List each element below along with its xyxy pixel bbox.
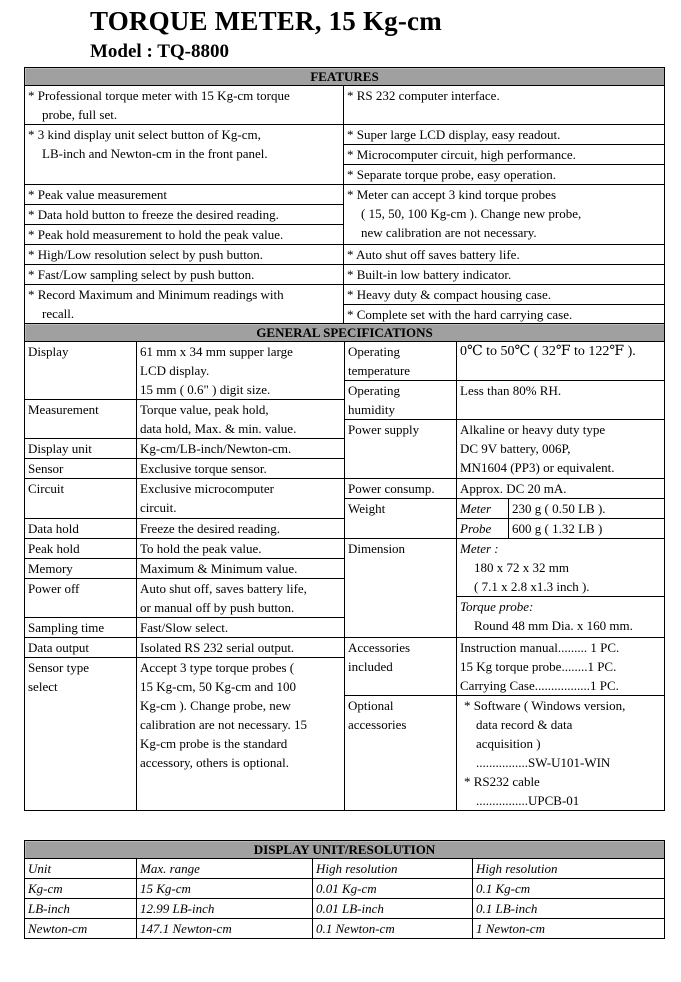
spec-label-measurement: Measurement xyxy=(25,400,137,439)
feature-item: * Separate torque probe, easy operation. xyxy=(344,165,665,185)
spec-label-power-consump: Power consump. xyxy=(345,479,457,499)
table-row xyxy=(25,899,665,919)
cell-high-res-1: 0.1 Newton-cm xyxy=(313,919,473,939)
spec-value-power-off: Auto shut off, saves battery life, or manual off by push button. xyxy=(137,579,345,618)
cell-max-range: 147.1 Newton-cm xyxy=(137,919,313,939)
feature-item: * High/Low resolution select by push button. xyxy=(25,245,344,265)
spec-label-sensor-type: Sensor type select xyxy=(25,658,137,811)
spec-label-display: Display xyxy=(25,342,137,400)
weight-meter-value: 230 g ( 0.50 LB ). xyxy=(509,499,665,519)
feature-item: * Record Maximum and Minimum readings with recall. xyxy=(25,285,344,325)
spec-value-circuit: Exclusive microcomputer circuit. xyxy=(137,479,345,519)
spec-value-optional: * Software ( Windows version, data record & data acquisition ) ................SW-U101-WIN * RS232 cable ................UPCB-01 xyxy=(457,696,665,811)
cell-unit: LB-inch xyxy=(25,899,137,919)
spec-label-sensor: Sensor xyxy=(25,459,137,479)
spec-label-dimension: Dimension xyxy=(345,539,457,638)
page-title: TORQUE METER, 15 Kg-cm xyxy=(90,6,442,36)
spec-label-circuit: Circuit xyxy=(25,479,137,519)
spec-label-accessories: Accessories included xyxy=(345,638,457,696)
cell-high-res-1: 0.01 Kg-cm xyxy=(313,879,473,899)
col-header-max-range: Max. range xyxy=(137,859,313,879)
feature-item: * Auto shut off saves battery life. xyxy=(344,245,665,265)
spec-label-data-hold: Data hold xyxy=(25,519,137,539)
spec-value-sampling-time: Fast/Slow select. xyxy=(137,618,345,638)
feature-item: * Built-in low battery indicator. xyxy=(344,265,665,285)
table-row xyxy=(25,879,665,899)
feature-item: * Peak value measurement xyxy=(25,185,344,205)
spec-label-sampling-time: Sampling time xyxy=(25,618,137,638)
spec-value-sensor-type: Accept 3 type torque probes ( 15 Kg-cm, 50 Kg-cm and 100 Kg-cm ). Change probe, new calibration are not necessary. 15 Kg-cm probe is the standard accessory, others is optional. xyxy=(137,658,345,811)
spec-label-display-unit: Display unit xyxy=(25,439,137,459)
weight-probe-label: Probe xyxy=(457,519,509,539)
spec-value-accessories: Instruction manual......... 1 PC. 15 Kg torque probe........1 PC. Carrying Case.................1 PC. xyxy=(457,638,665,696)
spec-value-data-hold: Freeze the desired reading. xyxy=(137,519,345,539)
cell-high-res-2: 0.1 Kg-cm xyxy=(473,879,665,899)
cell-max-range: 12.99 LB-inch xyxy=(137,899,313,919)
spec-value-power-supply: Alkaline or heavy duty type DC 9V battery, 006P, MN1604 (PP3) or equivalent. xyxy=(457,420,665,479)
spec-value-power-consump: Approx. DC 20 mA. xyxy=(457,479,665,499)
cell-high-res-2: 1 Newton-cm xyxy=(473,919,665,939)
col-header-unit: Unit xyxy=(25,859,137,879)
spec-value-dimension-meter: Meter : 180 x 72 x 32 mm ( 7.1 x 2.8 x1.3 inch ). xyxy=(457,539,665,597)
spec-value-op-temp: 0℃ to 50℃ ( 32℉ to 122℉ ). xyxy=(457,342,665,381)
feature-item: * Meter can accept 3 kind torque probes ( 15, 50, 100 Kg-cm ). Change new probe, new calibration are not necessary. xyxy=(344,185,665,245)
spec-value-op-humidity: Less than 80% RH. xyxy=(457,381,665,420)
spec-label-op-temp: Operating temperature xyxy=(345,342,457,381)
feature-item: * Super large LCD display, easy readout. xyxy=(344,125,665,145)
spec-label-power-off: Power off xyxy=(25,579,137,618)
spec-value-measurement: Torque value, peak hold, data hold, Max. & min. value. xyxy=(137,400,345,439)
spec-label-optional: Optional accessories xyxy=(345,696,457,811)
feature-item: * Data hold button to freeze the desired reading. xyxy=(25,205,344,225)
feature-item: * Peak hold measurement to hold the peak value. xyxy=(25,225,344,245)
specs-header: GENERAL SPECIFICATIONS xyxy=(25,324,665,342)
cell-max-range: 15 Kg-cm xyxy=(137,879,313,899)
spec-value-display-unit: Kg-cm/LB-inch/Newton-cm. xyxy=(137,439,345,459)
feature-item: * Microcomputer circuit, high performance. xyxy=(344,145,665,165)
feature-item: * 3 kind display unit select button of Kg-cm, LB-inch and Newton-cm in the front panel. xyxy=(25,125,344,185)
weight-probe-value: 600 g ( 1.32 LB ) xyxy=(509,519,665,539)
spec-label-power-supply: Power supply xyxy=(345,420,457,479)
feature-item: * Fast/Low sampling select by push button. xyxy=(25,265,344,285)
weight-meter-label: Meter xyxy=(457,499,509,519)
spec-value-peak-hold: To hold the peak value. xyxy=(137,539,345,559)
spec-value-display: 61 mm x 34 mm supper large LCD display. 15 mm ( 0.6" ) digit size. xyxy=(137,342,345,400)
cell-unit: Kg-cm xyxy=(25,879,137,899)
col-header-high-res-1: High resolution xyxy=(313,859,473,879)
feature-item: * Heavy duty & compact housing case. xyxy=(344,285,665,305)
spec-label-weight: Weight xyxy=(345,499,457,539)
spec-value-memory: Maximum & Minimum value. xyxy=(137,559,345,579)
features-header: FEATURES xyxy=(25,68,665,86)
spec-label-op-humidity: Operating humidity xyxy=(345,381,457,420)
resolution-table xyxy=(24,840,665,939)
cell-unit: Newton-cm xyxy=(25,919,137,939)
spec-label-memory: Memory xyxy=(25,559,137,579)
specs-table xyxy=(24,323,665,811)
features-table xyxy=(24,67,665,325)
feature-item: * RS 232 computer interface. xyxy=(344,86,665,125)
cell-high-res-2: 0.1 LB-inch xyxy=(473,899,665,919)
feature-item: * Complete set with the hard carrying case. xyxy=(344,305,665,325)
resolution-header: DISPLAY UNIT/RESOLUTION xyxy=(25,841,665,859)
spec-value-sensor: Exclusive torque sensor. xyxy=(137,459,345,479)
table-row xyxy=(25,919,665,939)
cell-high-res-1: 0.01 LB-inch xyxy=(313,899,473,919)
spec-value-dimension-probe: Torque probe: Round 48 mm Dia. x 160 mm. xyxy=(457,597,665,638)
col-header-high-res-2: High resolution xyxy=(473,859,665,879)
spec-label-data-output: Data output xyxy=(25,638,137,658)
spec-label-peak-hold: Peak hold xyxy=(25,539,137,559)
spec-value-data-output: Isolated RS 232 serial output. xyxy=(137,638,345,658)
feature-item: * Professional torque meter with 15 Kg-cm torque probe, full set. xyxy=(25,86,344,125)
model-number: Model : TQ-8800 xyxy=(90,41,229,62)
